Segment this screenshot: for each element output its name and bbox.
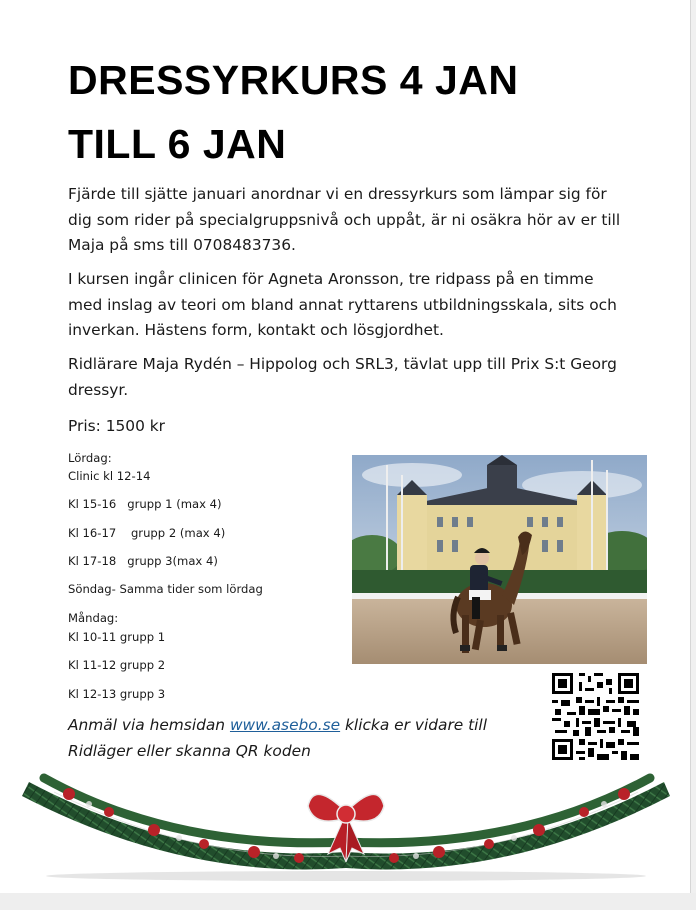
- christmas-garland-decoration: [14, 772, 678, 882]
- saturday-slot-2: Kl 16-17 grupp 2 (max 4): [68, 526, 226, 540]
- monday-heading: Måndag:: [68, 611, 119, 625]
- clinic-time: Clinic kl 12-14: [68, 469, 151, 483]
- title-line-1: DRESSYRKURS 4 JAN: [68, 57, 519, 103]
- page-bottom-margin: [0, 893, 696, 910]
- qr-code-icon[interactable]: [552, 673, 639, 760]
- saturday-heading: Lördag:: [68, 451, 112, 465]
- page-title: [68, 48, 668, 176]
- price-text: Pris: 1500 kr: [68, 417, 166, 435]
- saturday-slot-1: Kl 15-16 grupp 1 (max 4): [68, 497, 222, 511]
- monday-slot-3: Kl 12-13 grupp 3: [68, 687, 166, 701]
- signup-text: Anmäl via hemsidan www.asebo.se klicka er vidare till Ridläger eller skanna QR koden: [68, 716, 487, 760]
- intro-paragraph: Fjärde till sjätte januari anordnar vi en dressyrkurs som lämpar sig för dig som rider på specialgruppsnivå och uppåt, är ni osäkra hör av er till Maja på sms till 0708483736.: [68, 185, 621, 254]
- course-paragraph: I kursen ingår clinicen för Agneta Aronsson, tre ridpass på en timme med inslag av teori om bland annat ryttarens utbildningsskala, sits och inverkan. Hästens form, kontakt och lösgjordhet.: [68, 270, 617, 339]
- bow-icon: [308, 794, 384, 862]
- website-link[interactable]: www.asebo.se: [229, 716, 341, 734]
- monday-slot-1: Kl 10-11 grupp 1: [68, 630, 166, 644]
- sunday-note: Söndag- Samma tider som lördag: [68, 582, 263, 596]
- dressage-rider-photo: [352, 455, 647, 664]
- title-line-2: TILL 6 JAN: [68, 121, 287, 167]
- instructor-paragraph: Ridlärare Maja Rydén – Hippolog och SRL3, tävlat upp till Prix S:t Georg dressyr.: [68, 355, 617, 399]
- saturday-slot-3: Kl 17-18 grupp 3(max 4): [68, 554, 218, 568]
- monday-slot-2: Kl 11-12 grupp 2: [68, 658, 166, 672]
